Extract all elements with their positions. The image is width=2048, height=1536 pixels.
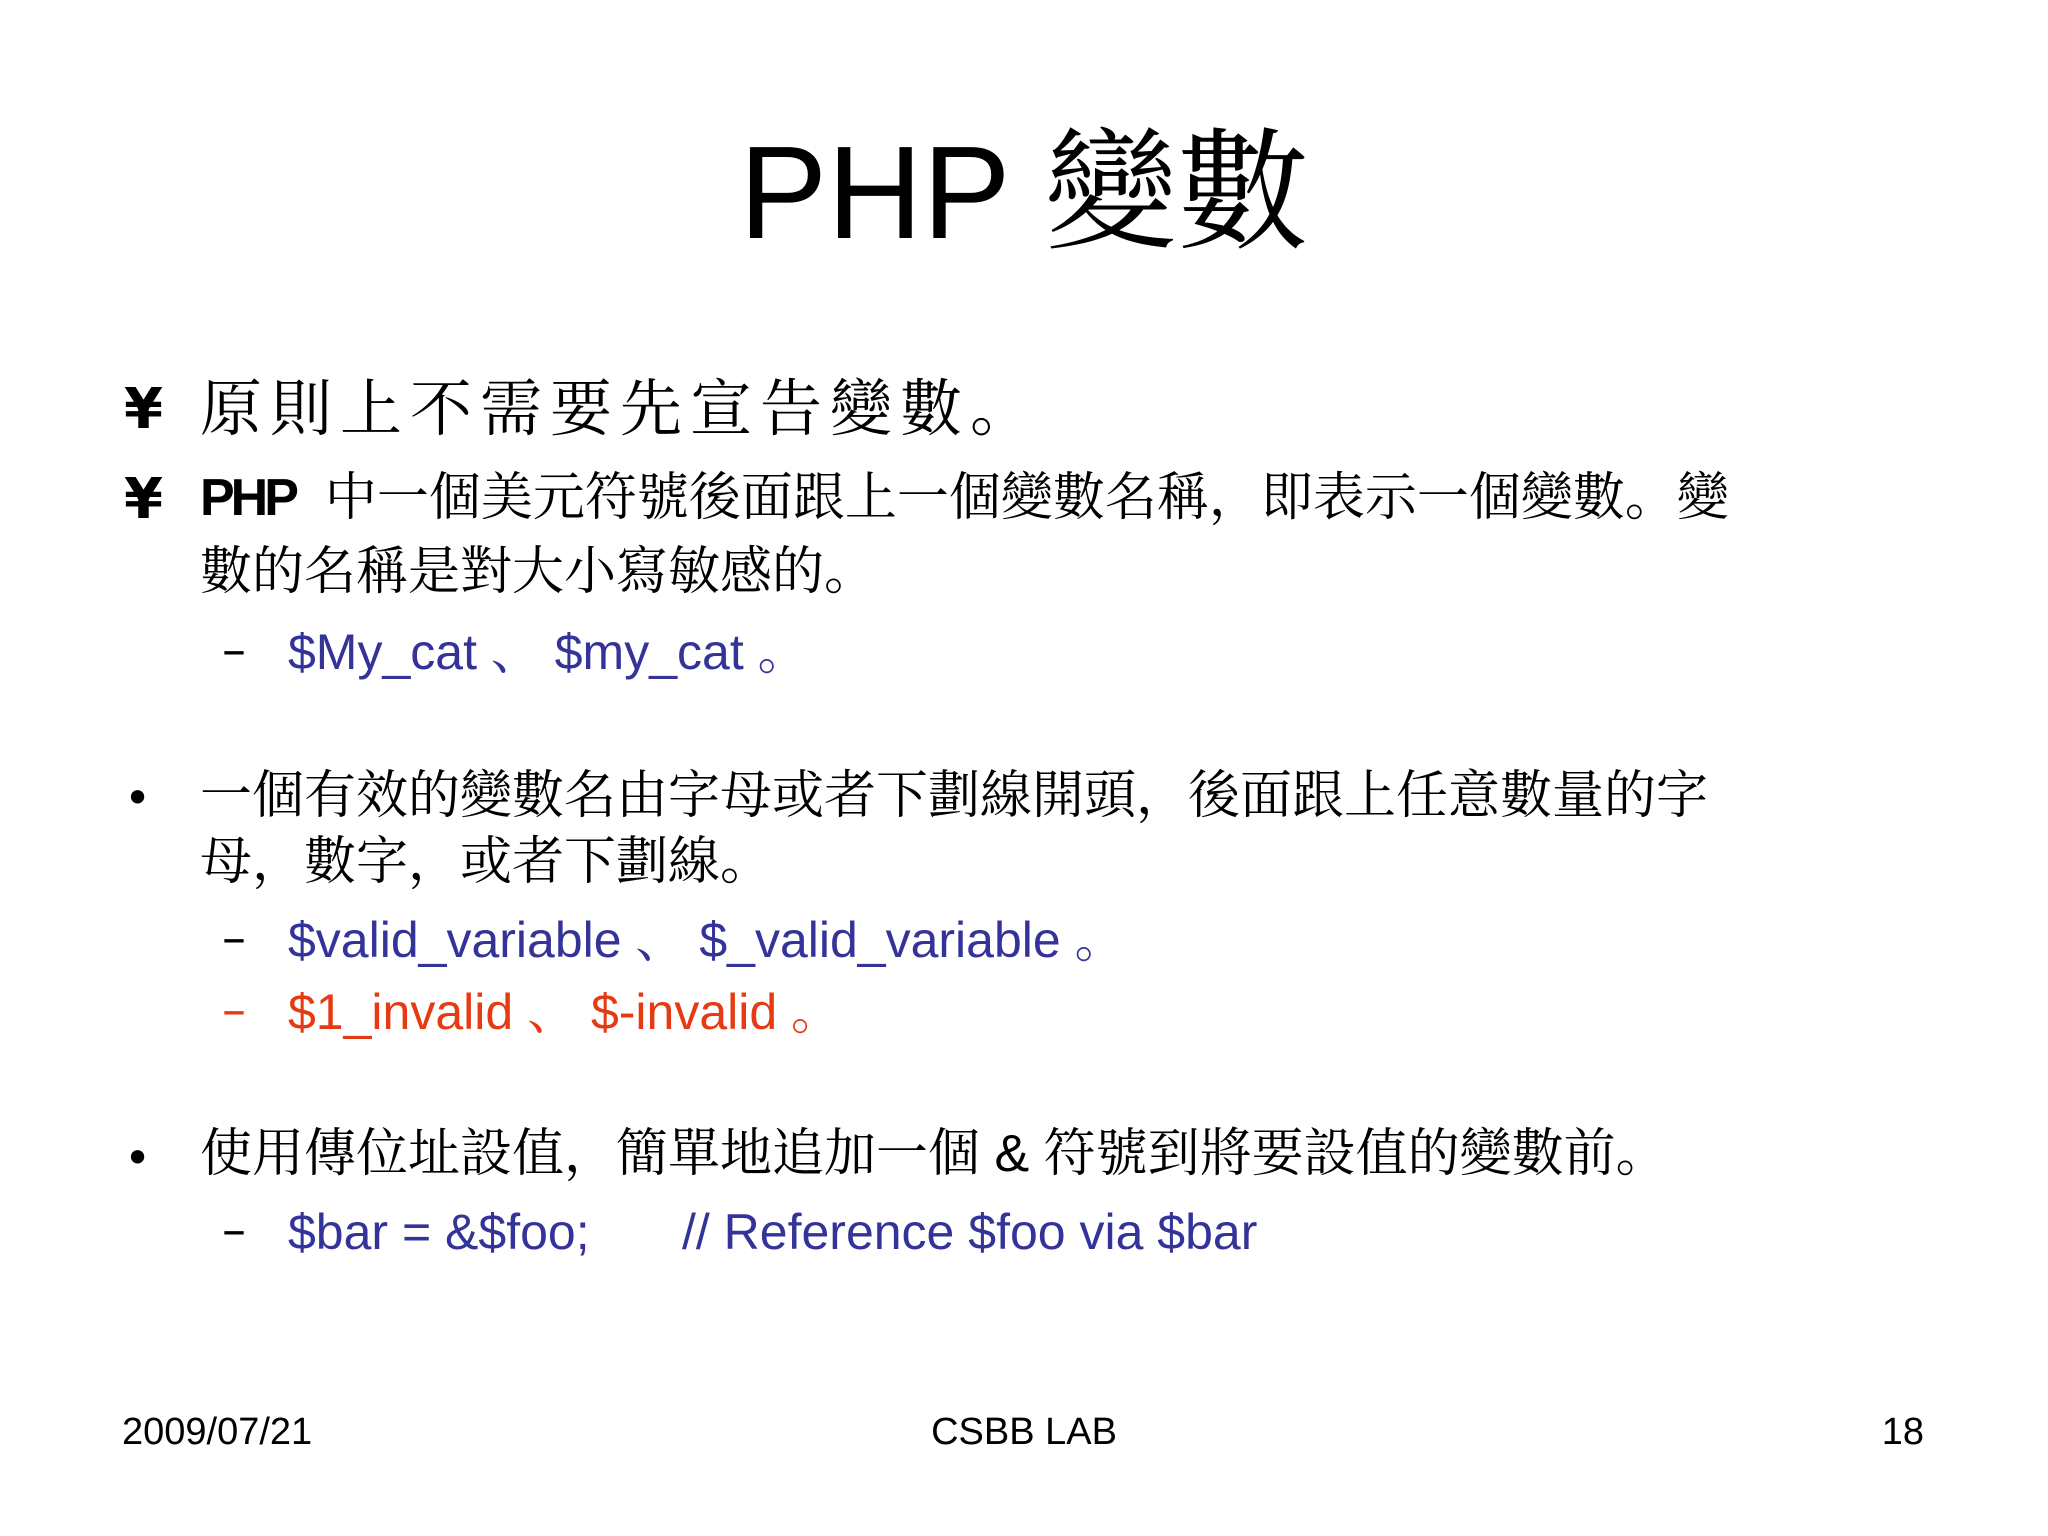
bullet-marker: ¥ (124, 467, 163, 532)
footer-date: 2009/07/21 (122, 1411, 313, 1453)
sub-bullet-text: $My_cat 、 $my_cat 。 (288, 624, 808, 680)
bullet-marker: ¥ (124, 377, 163, 442)
sub-bullet-marker: – (222, 982, 246, 1038)
bullet-text: 使用傳位址設值，簡單地追加一個 & 符號到將要設值的變數前。 (200, 1125, 1668, 1183)
sub-bullet-marker: – (222, 910, 246, 966)
footer-page-number: 18 (1881, 1411, 1924, 1453)
bullet-marker: • (124, 1131, 152, 1185)
footer-center: CSBB LAB (931, 1411, 1117, 1453)
sub-bullet-text: $valid_variable 、 $_valid_variable 。 (288, 912, 1125, 968)
slide-title: PHP 變數 (739, 119, 1309, 266)
bullet-text: 一個有效的變數名由字母或者下劃線開頭，後面跟上任意數量的字 (200, 767, 1709, 825)
sub-bullet-marker: – (222, 622, 246, 678)
sub-bullet-text: $1_invalid 、 $-invalid 。 (288, 984, 842, 1040)
php-keyword: PHP (200, 469, 295, 527)
bullet-text-continued: 母，數字，或者下劃線。 (200, 833, 773, 891)
bullet-text-line (200, 466, 1729, 530)
bullet-text: 原則上不需要先宣告變數。 (200, 375, 1041, 444)
bullet-marker: • (124, 771, 152, 825)
bullet-text-continued: 數的名稱是對大小寫敏感的。 (200, 543, 877, 601)
bullet-text: 中一個美元符號後面跟上一個變數名稱，即表示一個變數。變 (324, 469, 1729, 527)
code-example: $bar = &$foo; (288, 1204, 590, 1260)
sub-bullet-marker: – (222, 1202, 246, 1258)
code-comment: // Reference $foo via $bar (682, 1204, 1258, 1260)
